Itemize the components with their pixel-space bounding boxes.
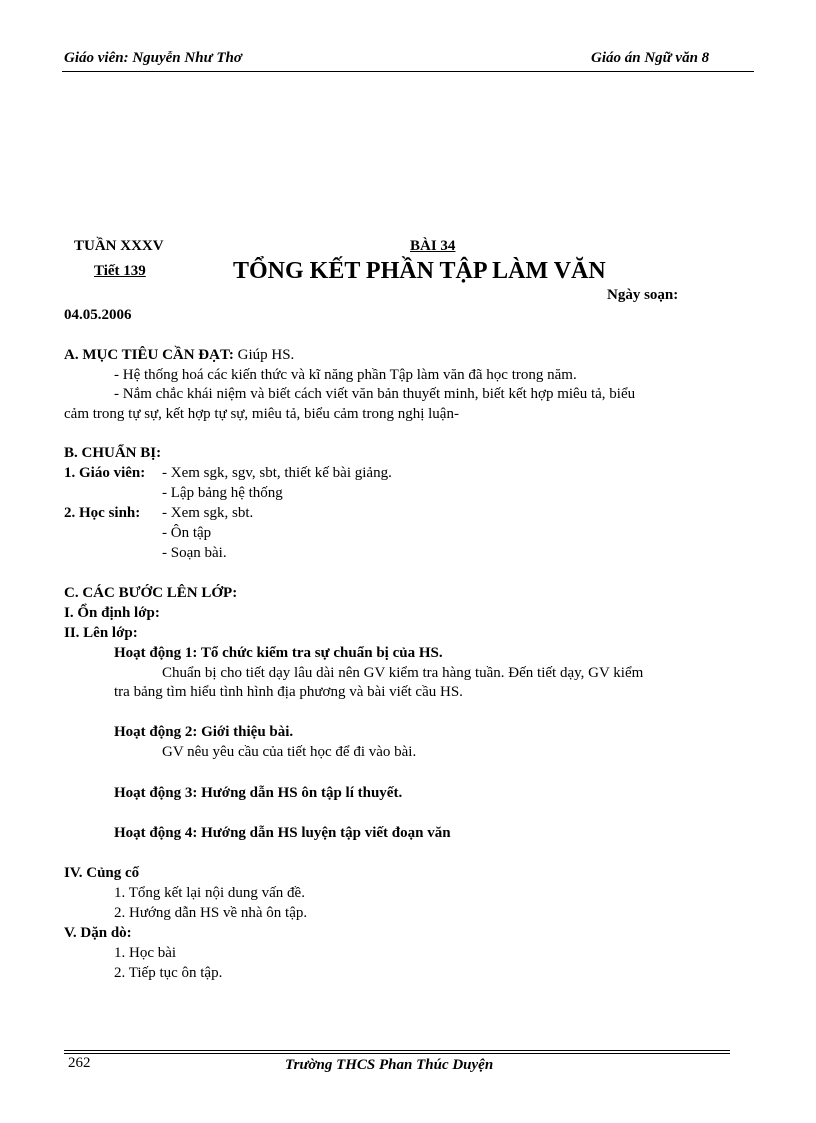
student-item: - Xem sgk, sbt. [162,505,254,521]
activity-3-heading: Hoạt động 3: Hướng dẫn HS ôn tập lí thuyết. [114,785,403,801]
teacher-item: - Lập bảng hệ thống [162,485,283,501]
section-iv-heading: IV. Củng cố [64,865,140,881]
lesson-number: BÀI 34 [410,238,456,254]
activity-1-line2: tra bảng tìm hiểu tình hình địa phương và bài viết cầu HS. [114,684,463,700]
lesson-title: TỔNG KẾT PHẦN TẬP LÀM VĂN [233,258,606,284]
footer-school: Trường THCS Phan Thúc Duyện [285,1057,494,1073]
section-a-heading-line [64,345,294,365]
footer-rule-bottom [64,1053,730,1054]
section-iv-item: 1. Tổng kết lại nội dung vấn đề. [114,885,305,901]
section-b-heading: B. CHUẨN BỊ: [64,445,162,461]
student-item: - Ôn tập [162,525,212,541]
student-label: 2. Học sinh: [64,505,141,521]
section-c-ii: II. Lên lớp: [64,625,138,641]
period-label: Tiết 139 [94,263,146,279]
activity-1-line1: Chuẩn bị cho tiết dạy lâu dài nên GV kiểm tra hàng tuần. Đến tiết dạy, GV kiểm [162,665,644,681]
section-v-item: 1. Học bài [114,945,177,961]
section-c-heading: C. CÁC BƯỚC LÊN LỚP: [64,585,238,601]
header-rule [62,71,754,72]
section-v-item: 2. Tiếp tục ôn tập. [114,965,223,981]
activity-2-line1: GV nêu yêu cầu của tiết học để đi vào bài. [162,744,417,760]
section-v-heading: V. Dặn dò: [64,925,132,941]
activity-2-heading: Hoạt động 2: Giới thiệu bài. [114,724,294,740]
footer-rule-top [64,1050,730,1051]
section-a-heading: A. MỤC TIÊU CẦN ĐẠT: [64,347,234,363]
section-a-line2a: - Nắm chắc khái niệm và biết cách viết văn bản thuyết minh, biết kết hợp miêu tả, biểu [114,386,636,402]
student-item: - Soạn bài. [162,545,227,561]
prep-date-label: Ngày soạn: [607,287,679,303]
week-label: TUẦN XXXV [74,238,164,254]
section-a-intro: Giúp HS. [237,347,295,363]
header-subject: Giáo án Ngữ văn 8 [591,50,710,66]
teacher-item: - Xem sgk, sgv, sbt, thiết kế bài giảng. [162,465,392,481]
section-c-i: I. Ổn định lớp: [64,605,160,621]
page-number: 262 [68,1055,91,1071]
activity-1-heading: Hoạt động 1: Tổ chức kiểm tra sự chuẩn bị của HS. [114,645,443,661]
prep-date: 04.05.2006 [64,307,132,323]
header-teacher: Giáo viên: Nguyễn Như Thơ [64,50,242,66]
teacher-label: 1. Giáo viên: [64,465,146,481]
section-iv-item: 2. Hướng dẫn HS về nhà ôn tập. [114,905,308,921]
section-a-line1: - Hệ thống hoá các kiến thức và kĩ năng phần Tập làm văn đã học trong năm. [114,367,577,383]
activity-4-heading: Hoạt động 4: Hướng dẫn HS luyện tập viết đoạn văn [114,825,451,841]
section-a-line2b: cảm trong tự sự, kết hợp tự sự, miêu tả, biểu cảm trong nghị luận- [64,406,459,422]
